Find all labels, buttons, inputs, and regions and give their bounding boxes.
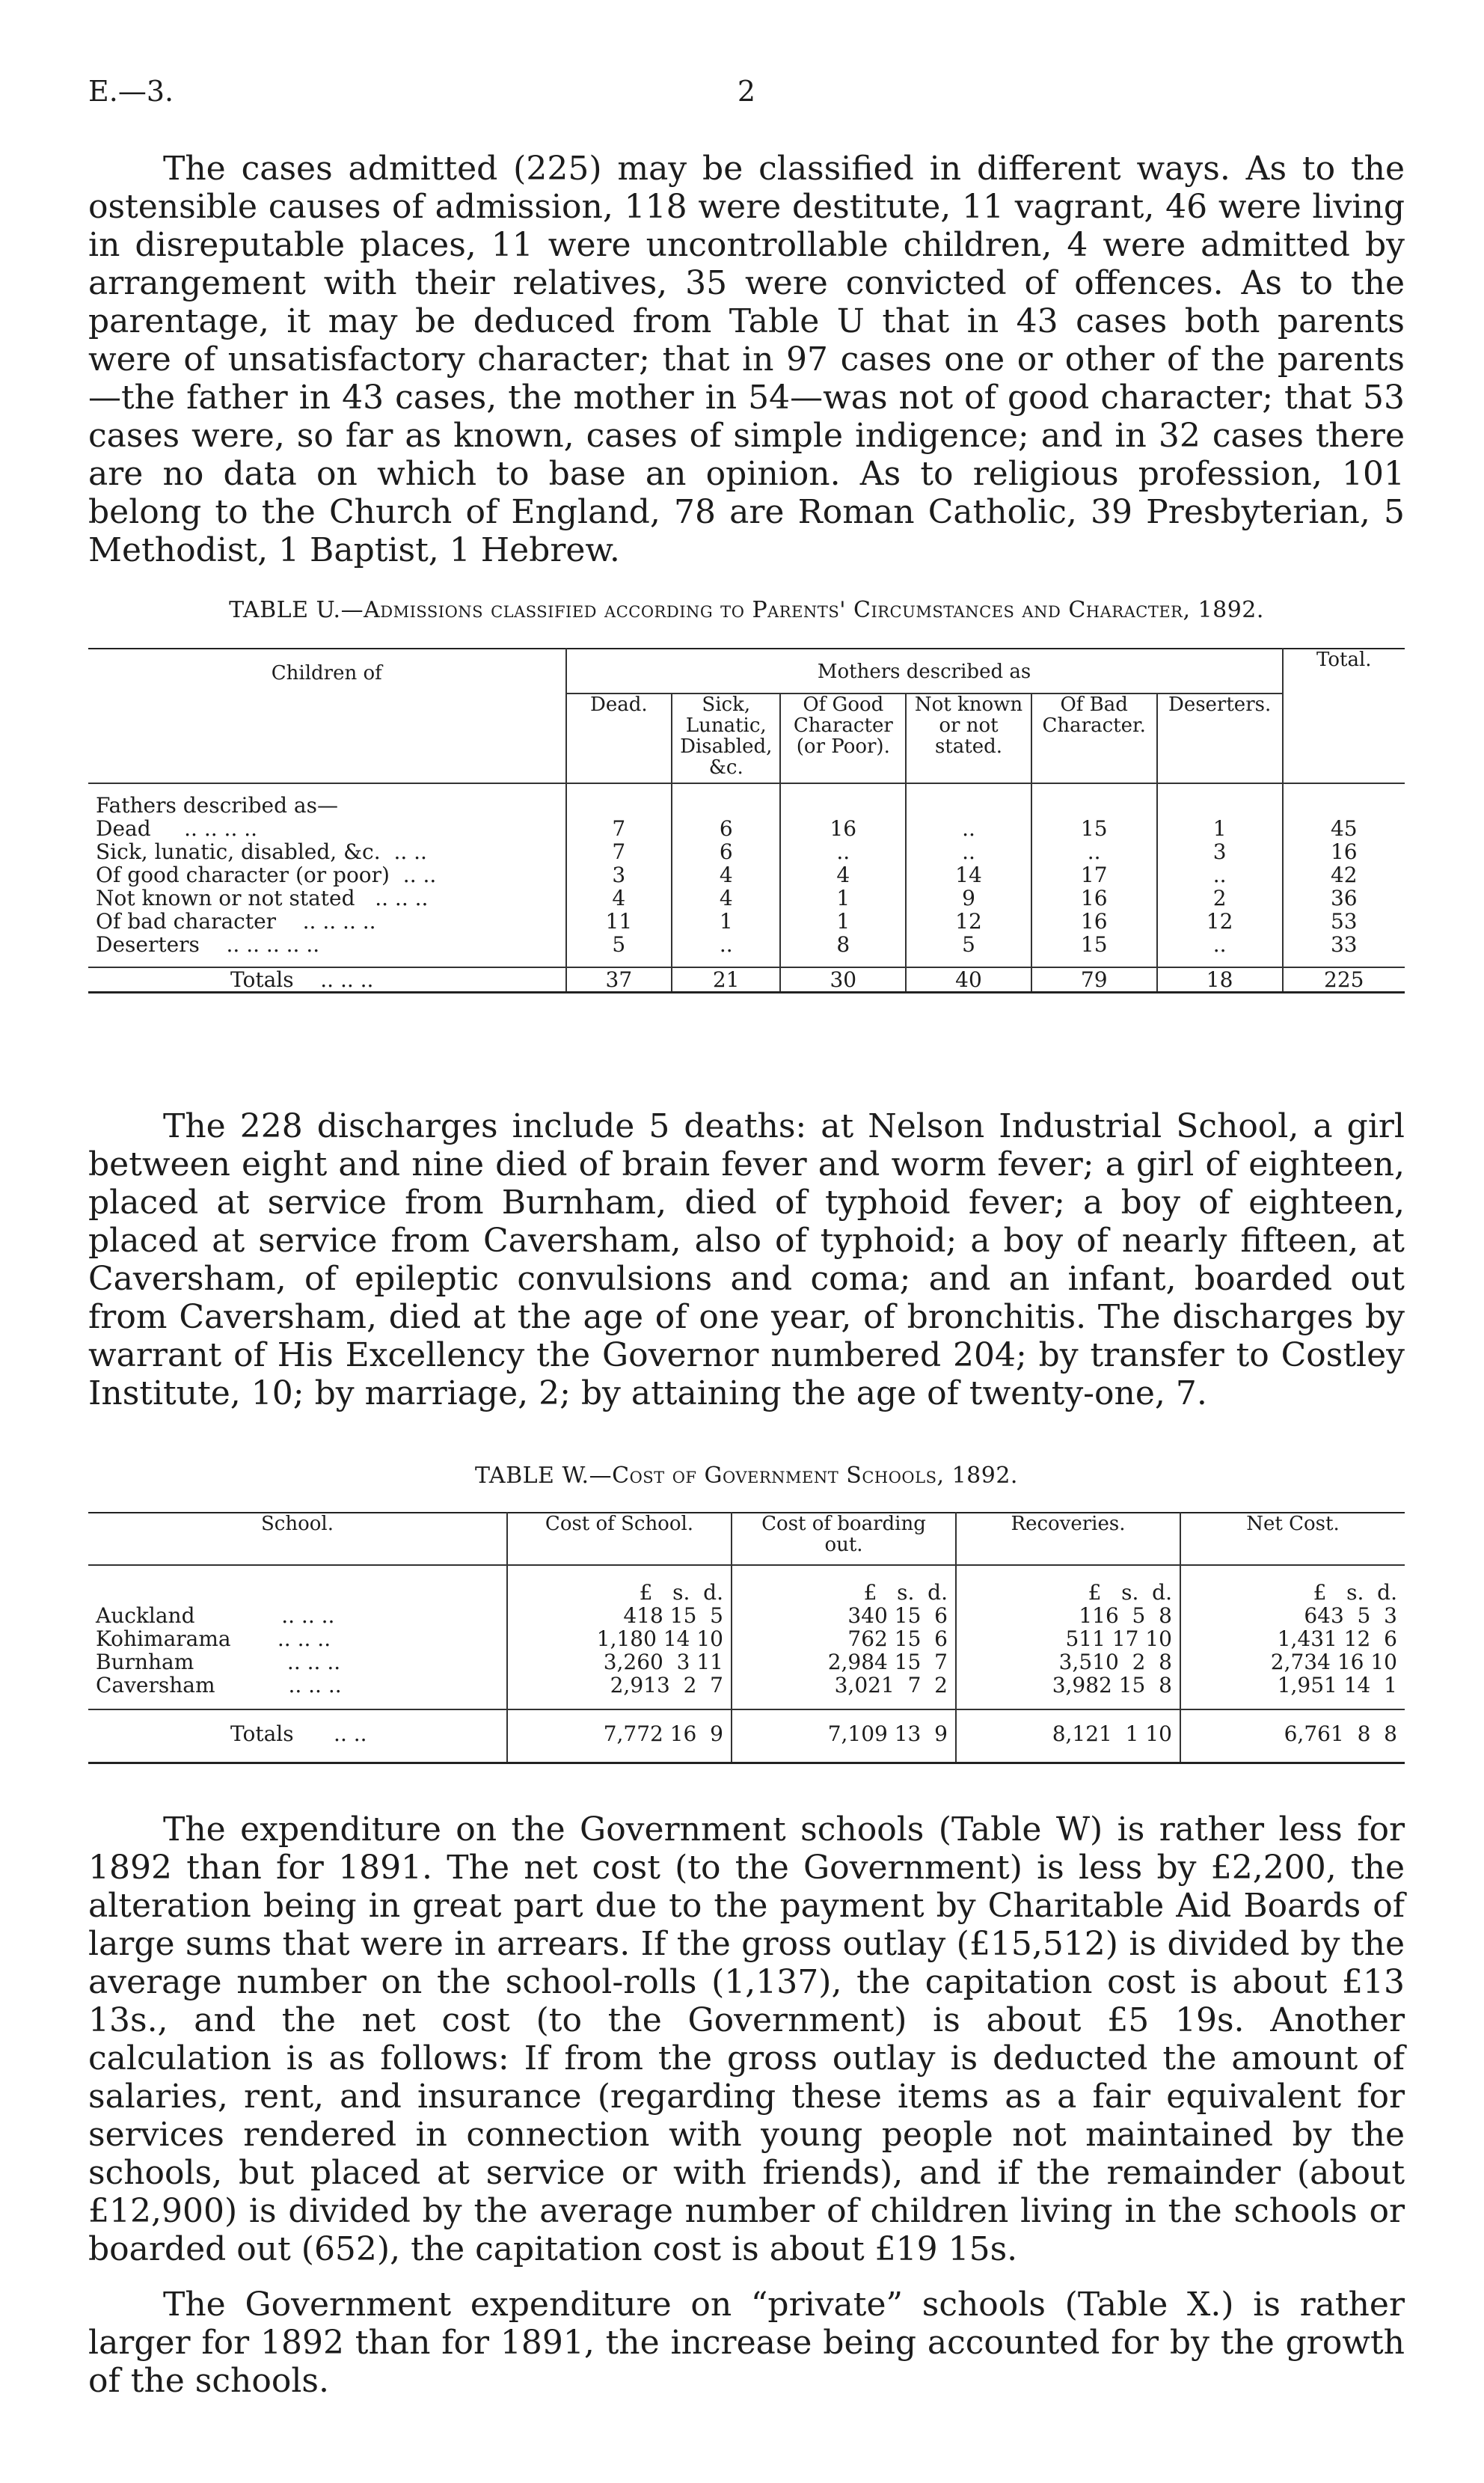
cell: 762 15 6 — [732, 1627, 956, 1650]
cell: 16 — [1031, 887, 1157, 910]
cell: 3,260 3 11 — [507, 1650, 732, 1674]
cell: 116 5 8 — [956, 1604, 1180, 1627]
leader-dots: .. .. .. .. — [184, 816, 258, 841]
cell: 1,431 12 6 — [1180, 1627, 1405, 1650]
row-label: Of good character (or poor) — [96, 863, 390, 887]
cell: .. — [1031, 840, 1157, 863]
cell: 16 — [780, 817, 906, 840]
school-name: Burnham — [96, 1650, 194, 1674]
table-u-section-label: Fathers described as— — [96, 793, 338, 818]
table-row — [88, 910, 1405, 933]
cell: .. — [1157, 863, 1283, 887]
cell: 3,021 7 2 — [732, 1674, 956, 1709]
table-u-caption — [88, 597, 1405, 623]
table-w-col-cost: Cost of School. — [507, 1513, 732, 1565]
table-row — [88, 817, 1405, 840]
cell: 7 — [566, 817, 672, 840]
paragraph-expenditure: The expenditure on the Government schools (Table W) is rather less for 1892 than for 1891. The net cost (to the Government) is less by £2,200, the alteration being in great part due to the payment by Charitable Aid Boards of large sums that were in arrears. If the gross outlay (£15,512) is divided by the average number on the school-rolls (1,137), the capitation cost is about £13 13s., and the net cost (to the Government) is about £5 19s. Another calculation is as follows: If from the gross outlay is deducted the amount of salaries, rent, and insurance (regarding these items as a fair equivalent for services rendered in connection with young people not maintained by the schools, but placed at service or with friends), and if the remainder (about £12,900) is divided by the average number of children living in the schools or boarded out (652), the capitation cost is about £19 15s. — [88, 1810, 1405, 2268]
table-w-col-net: Net Cost. — [1180, 1513, 1405, 1565]
table-row — [88, 1627, 1405, 1650]
cell: 1,951 14 1 — [1180, 1674, 1405, 1709]
table-u-caption-prefix: TABLE U.— — [229, 597, 364, 623]
leader-dots: .. .. .. — [288, 1673, 342, 1697]
table-w-caption-prefix: TABLE W.— — [475, 1463, 613, 1489]
cell-total: 36 — [1283, 887, 1405, 910]
table-w-col-school: School. — [88, 1513, 507, 1565]
row-label: Not known or not stated — [96, 886, 355, 910]
cell: .. — [1157, 933, 1283, 967]
cell-total: 6,761 8 8 — [1180, 1709, 1405, 1763]
cell-total: 8,121 1 10 — [956, 1709, 1180, 1763]
leader-dots: .. .. .. — [281, 1603, 335, 1628]
table-row — [88, 1674, 1405, 1709]
leader-dots: .. .. — [402, 863, 437, 887]
cell: 12 — [906, 910, 1031, 933]
cell: .. — [672, 933, 780, 967]
table-w-col-recoveries: Recoveries. — [956, 1513, 1180, 1565]
table-row — [88, 863, 1405, 887]
cell: 8 — [780, 933, 906, 967]
table-u-caption-title: Admissions classified according to Parents' Circumstances and Character, — [364, 597, 1191, 623]
school-name: Auckland — [96, 1603, 195, 1628]
units-label: £ s. d. — [732, 1565, 956, 1604]
cell: 17 — [1031, 863, 1157, 887]
cell: 418 15 5 — [507, 1604, 732, 1627]
cell-total: 30 — [780, 967, 906, 993]
cell-total: 7,109 13 9 — [732, 1709, 956, 1763]
cell-total: 37 — [566, 967, 672, 993]
table-u-col-dead: Dead. — [566, 694, 672, 783]
cell-total: 79 — [1031, 967, 1157, 993]
table-w-caption — [88, 1463, 1405, 1489]
cell: 1 — [780, 887, 906, 910]
table-u-col-sick: Sick, Lunatic, Disabled, &c. — [672, 694, 780, 783]
cell: 4 — [780, 863, 906, 887]
totals-label: Totals — [230, 967, 294, 992]
table-u-col-deserters: Deserters. — [1157, 694, 1283, 783]
row-label: Of bad character — [96, 909, 277, 934]
cell: .. — [906, 840, 1031, 863]
leader-dots: .. .. .. — [375, 886, 429, 910]
cell: 11 — [566, 910, 672, 933]
table-w-caption-year: 1892. — [951, 1463, 1018, 1489]
leader-dots: .. .. .. — [320, 967, 374, 992]
table-u-caption-year: 1892. — [1198, 597, 1264, 623]
table-row — [88, 1650, 1405, 1674]
table-row — [88, 840, 1405, 863]
cell-total: 42 — [1283, 863, 1405, 887]
cell: 3,510 2 8 — [956, 1650, 1180, 1674]
table-totals-row — [88, 1709, 1405, 1763]
cell: 4 — [566, 887, 672, 910]
paragraph-discharges: The 228 discharges include 5 deaths: at Nelson Industrial School, a girl between eight and nine died of brain fever and worm fever; a girl of eighteen, placed at service from Burnham, died of typhoid fever; a boy of eighteen, placed at service from Caversham, also of typhoid; a boy of nearly fifteen, at Caversham, of epileptic convulsions and coma; and an infant, boarded out from Caversham, died at the age of one year, of bronchitis. The discharges by warrant of His Excellency the Governor numbered 204; by transfer to Costley Institute, 10; by marriage, 2; by attaining the age of twenty-one, 7. — [88, 1107, 1405, 1412]
cell-total: 45 — [1283, 817, 1405, 840]
cell: 643 5 3 — [1180, 1604, 1405, 1627]
units-label: £ s. d. — [1180, 1565, 1405, 1604]
leader-dots: .. .. — [334, 1721, 367, 1746]
school-name: Kohimarama — [96, 1626, 231, 1651]
cell: 14 — [906, 863, 1031, 887]
table-row — [88, 887, 1405, 910]
cell: 15 — [1031, 933, 1157, 967]
table-totals-row — [88, 967, 1405, 993]
cell: 1,180 14 10 — [507, 1627, 732, 1650]
row-label: Deserters — [96, 932, 200, 957]
cell: 3,982 15 8 — [956, 1674, 1180, 1709]
units-label: £ s. d. — [507, 1565, 732, 1604]
table-row — [88, 933, 1405, 967]
units-label: £ s. d. — [956, 1565, 1180, 1604]
paragraph-admissions: The cases admitted (225) may be classified in different ways. As to the ostensible causes of admission, 118 were destitute, 11 vagrant, 46 were living in disreputable places, 11 were uncontrollable children, 4 were admitted by arrangement with their relatives, 35 were convicted of offences. As to the parentage, it may be deduced from Table U that in 43 cases both parents were of unsatisfactory character; that in 97 cases one or other of the parents—the father in 43 cases, the mother in 54—was not of good character; that 53 cases were, so far as known, cases of simple indigence; and in 32 cases there are no data on which to base an opinion. As to religious profession, 101 belong to the Church of England, 78 are Roman Catholic, 39 Presbyterian, 5 Methodist, 1 Baptist, 1 Hebrew. — [88, 150, 1405, 569]
table-u — [88, 648, 1405, 993]
cell: 5 — [566, 933, 672, 967]
cell: 3 — [566, 863, 672, 887]
cell: 7 — [566, 840, 672, 863]
cell-grand-total: 225 — [1283, 967, 1405, 993]
cell: 16 — [1031, 910, 1157, 933]
cell: 15 — [1031, 817, 1157, 840]
cell-total: 7,772 16 9 — [507, 1709, 732, 1763]
table-u-corner-label: Children of — [88, 649, 566, 783]
cell: 2 — [1157, 887, 1283, 910]
school-name: Caversham — [96, 1673, 215, 1697]
leader-dots: .. .. .. — [286, 1650, 341, 1674]
cell: 9 — [906, 887, 1031, 910]
table-u-group-header: Mothers described as — [566, 649, 1283, 694]
cell: 1 — [1157, 817, 1283, 840]
cell: 511 17 10 — [956, 1627, 1180, 1650]
cell: 2,913 2 7 — [507, 1674, 732, 1709]
cell: 12 — [1157, 910, 1283, 933]
row-label: Sick, lunatic, disabled, &c. — [96, 839, 381, 864]
table-u-col-unknown: Not known or not stated. — [906, 694, 1031, 783]
row-label: Dead — [96, 816, 151, 841]
table-w-col-boarding: Cost of boarding out. — [732, 1513, 956, 1565]
page-header — [88, 75, 1405, 120]
page-number: 2 — [737, 75, 756, 108]
leader-dots: .. .. .. .. — [302, 909, 376, 934]
table-u-col-bad: Of Bad Character. — [1031, 694, 1157, 783]
table-u-col-good: Of Good Character (or Poor). — [780, 694, 906, 783]
table-row — [88, 1604, 1405, 1627]
totals-label: Totals — [230, 1721, 294, 1746]
cell: 5 — [906, 933, 1031, 967]
cell: 3 — [1157, 840, 1283, 863]
cell: 340 15 6 — [732, 1604, 956, 1627]
table-u-total-header: Total. — [1283, 649, 1405, 783]
cell: 2,734 16 10 — [1180, 1650, 1405, 1674]
cell: 4 — [672, 863, 780, 887]
cell: 1 — [780, 910, 906, 933]
leader-dots: .. .. .. .. .. — [226, 932, 320, 957]
cell: 1 — [672, 910, 780, 933]
leader-dots: .. .. — [393, 839, 427, 864]
leader-dots: .. .. .. — [277, 1626, 331, 1651]
table-w-caption-title: Cost of Government Schools, — [612, 1463, 945, 1489]
cell-total: 33 — [1283, 933, 1405, 967]
cell: 6 — [672, 817, 780, 840]
cell-total: 21 — [672, 967, 780, 993]
cell: .. — [906, 817, 1031, 840]
cell-total: 18 — [1157, 967, 1283, 993]
cell: 6 — [672, 840, 780, 863]
paragraph-private-schools: The Government expenditure on “private” schools (Table X.) is rather larger for 1892 than for 1891, the increase being accounted for by the growth of the schools. — [88, 2285, 1405, 2400]
cell: 4 — [672, 887, 780, 910]
cell: 2,984 15 7 — [732, 1650, 956, 1674]
cell-total: 53 — [1283, 910, 1405, 933]
table-w — [88, 1512, 1405, 1764]
cell-total: 16 — [1283, 840, 1405, 863]
cell-total: 40 — [906, 967, 1031, 993]
document-reference: E.—3. — [88, 75, 174, 108]
cell: .. — [780, 840, 906, 863]
